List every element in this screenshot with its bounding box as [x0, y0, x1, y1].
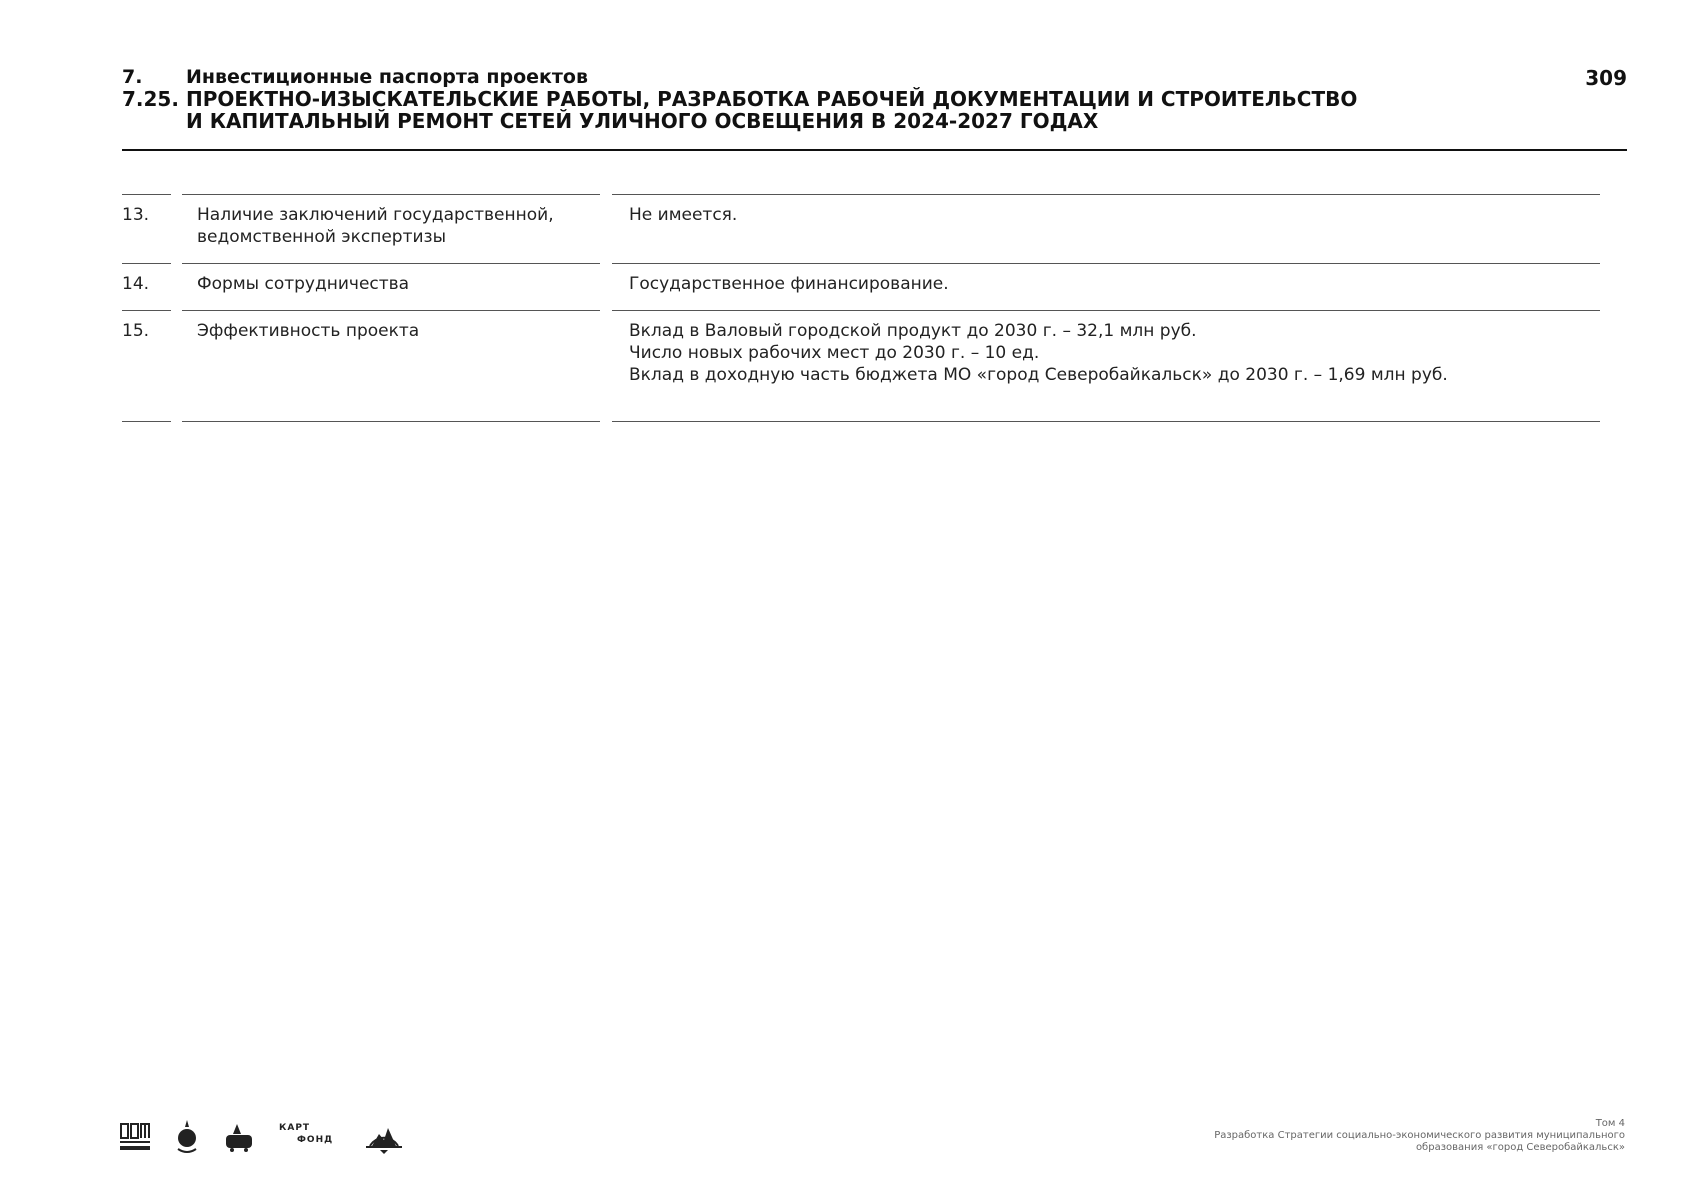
header-divider	[122, 149, 1627, 151]
row-number: 13.	[122, 205, 150, 225]
table-bottom	[122, 421, 1600, 422]
section-number: 7.	[122, 66, 143, 88]
row-label: Формы сотрудничества	[197, 274, 410, 294]
section-title: Инвестиционные паспорта проектов	[186, 66, 589, 88]
mountain-logo	[366, 1120, 402, 1158]
subsection-heading-continued	[122, 110, 1627, 132]
row-divider	[122, 421, 171, 422]
row-value: Государственное финансирование.	[629, 274, 949, 294]
row-label-line: Наличие заключений государственной,	[197, 205, 554, 225]
row-divider	[122, 263, 171, 264]
footer-line: образования «город Северобайкальск»	[1415, 1142, 1625, 1153]
row-value	[629, 320, 1599, 386]
emblem-logo	[175, 1120, 199, 1158]
footer-line: Разработка Стратегии социально-экономического развития муниципального	[1214, 1130, 1625, 1141]
row-label-line: ведомственной экспертизы	[197, 227, 446, 247]
subsection-title-line-1: ПРОЕКТНО-ИЗЫСКАТЕЛЬСКИЕ РАБОТЫ, РАЗРАБОТКА РАБОЧЕЙ ДОКУМЕНТАЦИИ И СТРОИТЕЛЬСТВО	[186, 87, 1358, 111]
value-line: Вклад в доходную часть бюджета МО «город Северобайкальск» до 2030 г. – 1,69 млн руб.	[629, 365, 1448, 385]
value-line: Вклад в Валовый городской продукт до 2030 г. – 32,1 млн руб.	[629, 321, 1197, 341]
table-row	[122, 194, 1600, 263]
row-divider	[182, 194, 600, 195]
row-label	[197, 204, 592, 248]
footer-volume: Том 4	[1595, 1118, 1625, 1129]
table-row	[122, 310, 1600, 421]
row-divider	[612, 421, 1600, 422]
value-line: Число новых рабочих мест до 2030 г. – 10 ед.	[629, 343, 1040, 363]
row-divider	[182, 263, 600, 264]
passport-table	[122, 194, 1600, 422]
row-divider	[122, 310, 171, 311]
bird-logo	[224, 1124, 254, 1156]
subsection-heading	[122, 88, 1627, 110]
row-value: Не имеется.	[629, 205, 738, 225]
row-divider	[182, 310, 600, 311]
row-divider	[182, 421, 600, 422]
row-number: 14.	[122, 274, 150, 294]
row-divider	[122, 194, 171, 195]
dom-logo	[120, 1122, 150, 1156]
partner-logos	[120, 1120, 420, 1160]
row-divider	[612, 263, 1600, 264]
row-divider	[612, 194, 1600, 195]
subsection-number: 7.25.	[122, 87, 179, 111]
page-number: 309	[1585, 66, 1627, 90]
row-number: 15.	[122, 321, 150, 341]
subsection-title-line-2: И КАПИТАЛЬНЫЙ РЕМОНТ СЕТЕЙ УЛИЧНОГО ОСВЕЩЕНИЯ В 2024-2027 ГОДАХ	[186, 109, 1099, 133]
row-label: Эффективность проекта	[197, 321, 420, 341]
page-header	[122, 66, 1627, 132]
section-heading	[122, 66, 1627, 88]
table-row	[122, 263, 1600, 310]
row-divider	[612, 310, 1600, 311]
footer-caption	[1165, 1118, 1625, 1154]
kartfond-logo: КАРТ ФОНД	[279, 1123, 334, 1145]
